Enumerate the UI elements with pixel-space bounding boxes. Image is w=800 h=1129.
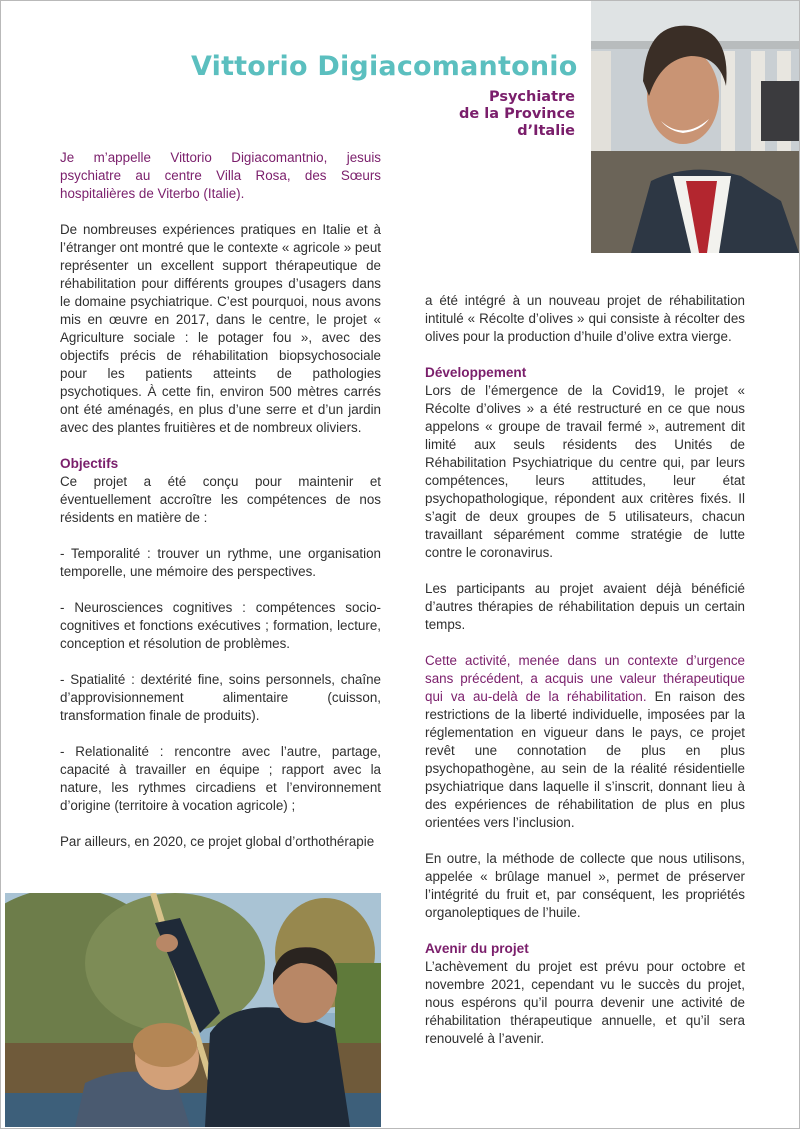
context-paragraph: De nombreuses expériences pratiques en Italie et à l’étranger ont montré que le contexte « agricole » peut représenter un excellent support thérapeutique de réhabilitation pour différents groupes d’usagers dans le domaine psychiatrique. C’est pourquoi, nous avons mis en œuvre en 2017, dans le centre, le projet « Agriculture sociale : le potager fou », avec des objectifs précis de réhabilitation biopsychosociale pour les patients atteints de pathologies psychotiques. À cette fin, environ 500 mètres carrés ont été aménagés, en plus d’une serre et d’un jardin avec des plantes fruitières et de nombreux oliviers. [60,222,381,435]
intro-paragraph: Je m’appelle Vittorio Digiacomantnio, jesuis psychiatre au centre Villa Rosa, des Sœurs hospitalières de Viterbo (Italie). [60,150,381,201]
orthotherapy-paragraph: Par ailleurs, en 2020, ce projet global d’orthothérapie [60,834,375,849]
author-name: Vittorio Digiacomantonio [191,51,578,82]
avenir-heading: Avenir du projet [425,941,529,956]
highlight-quote: Cette activité, menée dans un contexte d’urgence sans précédent, a acquis une valeur thérapeutique qui va au-delà de la réhabilitation. [425,653,745,704]
continuation-paragraph: a été intégré à un nouveau projet de réhabilitation intitulé « Récolte d’olives » qui consiste à récolter des olives pour la production d’huile d’olive extra vierge. [425,293,745,344]
developpement-paragraph: Lors de l’émergence de la Covid19, le projet « Récolte d’olives » a été restructuré en ce que nous appelons « groupe de travail fermé », autrement dit limité aux seuls résidents des Unités de Réhabilitation Psychiatrique du centre qui, par leurs compétences, leurs attitudes, leur état psychopathologique, répondent aux critères fixés. Il s’agit de deux groupes de 5 utilisateurs, chacun travaillant séparément comme stratégie de lutte contre le coronavirus. [425,383,745,560]
methode-paragraph: En outre, la méthode de collecte que nous utilisons, appelée « brûlage manuel », permet de préserver l’intégrité du fruit et, par conséquent, les propriétés organoleptiques de l’huile. [425,851,745,920]
author-role-line-3: d’Italie [517,123,575,139]
highlight-paragraph [425,652,745,832]
avenir-paragraph: L’achèvement du projet est prévu pour octobre et novembre 2021, cependant vu le succès du projet, nous espérons qu’il pourra devenir une activité de réhabilitation thérapeutique annuelle, et qu’il sera renouvelé à l’avenir. [425,959,745,1046]
developpement-heading: Développement [425,365,527,380]
objectifs-heading: Objectifs [60,456,119,471]
objectifs-paragraph: Ce projet a été conçu pour maintenir et éventuellement accroître les compétences de nos résidents en matière de : [60,474,381,525]
objective-item-spatialite: - Spatialité : dextérité fine, soins personnels, chaîne d’approvisionnement alimentaire (cuisson, transformation finale de produits). [60,672,381,723]
olive-harvest-photo [5,893,381,1127]
participants-paragraph: Les participants au projet avaient déjà bénéficié d’autres thérapies de réhabilitation depuis un certain temps. [425,581,745,632]
objective-item-relationalite: - Relationalité : rencontre avec l’autre, partage, capacité à travailler en équipe ; rapport avec la nature, les rythmes circadiens et l’environnement d’origine (territoire à vocation agricole) ; [60,744,381,813]
author-role [375,89,575,140]
right-text-column [425,292,745,1066]
author-role-line-1: Psychiatre [488,89,575,105]
objective-item-neurosciences: - Neurosciences cognitives : compétences socio-cognitives et fonctions exécutives ; formation, lecture, conception et résolution de problèmes. [60,600,381,651]
author-role-line-2: de la Province [459,106,575,122]
highlight-continuation: En raison des restrictions de la liberté individuelle, imposées par la réglementation en vigueur dans le pays, ce projet revêt une connotation de plus en plus psychopathogène, au sein de la réalité résidentielle psychiatrique dans laquelle il s’inscrit, donnant lieu à des expériences de réhabilitation de plus en plus orientées vers l’inclusion. [425,689,745,830]
author-portrait-photo [591,1,799,253]
left-text-column [60,149,381,869]
objective-item-temporalite: - Temporalité : trouver un rythme, une organisation temporelle, une mémoire des perspectives. [60,546,381,579]
